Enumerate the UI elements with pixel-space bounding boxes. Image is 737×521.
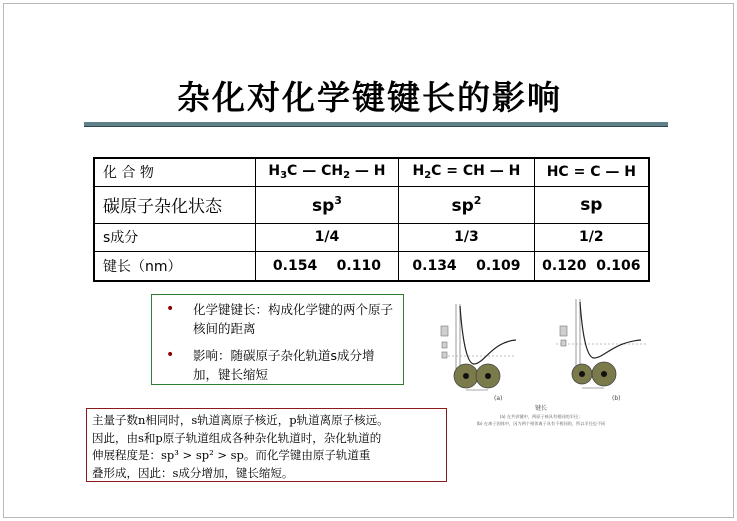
s-fraction-value: 1/4 xyxy=(255,223,399,251)
bullet-icon: • xyxy=(166,301,175,317)
title-underline xyxy=(84,122,668,127)
s-fraction-value: 1/3 xyxy=(399,223,534,251)
explanation-line: 主量子数n相同时，s轨道离原子核近，p轨道离原子核远。 xyxy=(92,413,389,427)
explanation-line: 因此，由s和p原子轨道组成各种杂化轨道时，杂化轨道的 xyxy=(92,430,382,445)
hybrid-sp2: $sp^2$ xyxy=(399,186,534,223)
row-label-hybrid: 碳原子杂化状态 xyxy=(94,186,255,223)
panel-label-a: (a) xyxy=(494,395,503,402)
definition-box xyxy=(151,294,404,385)
atom-pair-a xyxy=(454,364,500,390)
bond-length-diagram xyxy=(436,294,651,434)
table-row-bond-length xyxy=(94,251,649,281)
hybridization-table xyxy=(93,157,650,282)
row-label-s-fraction: s成分 xyxy=(94,223,255,251)
bond-length-value: 0.120 0.106 xyxy=(534,251,649,281)
ion-pair-b xyxy=(572,362,616,388)
s-fraction-value: 1/2 xyxy=(534,223,649,251)
definition-text: 影响：随碳原子杂化轨道s成分增加，键长缩短 xyxy=(193,348,375,382)
explanation-box xyxy=(86,408,447,482)
hybrid-sp3: $sp^3$ xyxy=(255,186,399,223)
row-label-compound: 化 合 物 xyxy=(94,158,255,186)
figure-caption-title: 键长 xyxy=(534,405,548,412)
bond-length-value: 0.154 0.110 xyxy=(255,251,399,281)
table-row-compound xyxy=(94,158,649,186)
slide-title: 杂化对化学键键长的影响 xyxy=(177,78,562,117)
slide xyxy=(3,3,734,518)
compound-ethane: $H_3C$ — $CH_2$ — H xyxy=(255,158,399,186)
table-row-s-fraction xyxy=(94,223,649,251)
table-row-hybrid xyxy=(94,186,649,223)
compound-ethene: $H_2C$ = CH — H xyxy=(399,158,534,186)
hybrid-sp: sp xyxy=(534,186,649,223)
figure-caption-line: (a) 在共价键中，两原子核具有相同的半径； xyxy=(499,414,583,419)
definition-text: 化学键键长：构成化学键的两个原子核间的距离 xyxy=(193,302,394,336)
explanation-line: 伸展程度是：sp³ > sp² > sp。而化学键由原子轨道重 xyxy=(92,448,371,462)
potential-curve-a xyxy=(441,304,516,374)
figure-caption-line: (b) 在离子固体中，因为两个相邻离子具有不相同的，所以半径也不同 xyxy=(476,421,606,426)
panel-label-b: (b) xyxy=(612,395,621,402)
bond-length-value: 0.134 0.109 xyxy=(399,251,534,281)
bond-length-figure xyxy=(436,294,651,434)
compound-ethyne: HC = C — H xyxy=(534,158,649,186)
row-label-bond-length: 键长（nm） xyxy=(94,251,255,281)
bullet-icon: • xyxy=(166,347,175,363)
explanation-line: 叠形成，因此：s成分增加，键长缩短。 xyxy=(92,465,294,480)
